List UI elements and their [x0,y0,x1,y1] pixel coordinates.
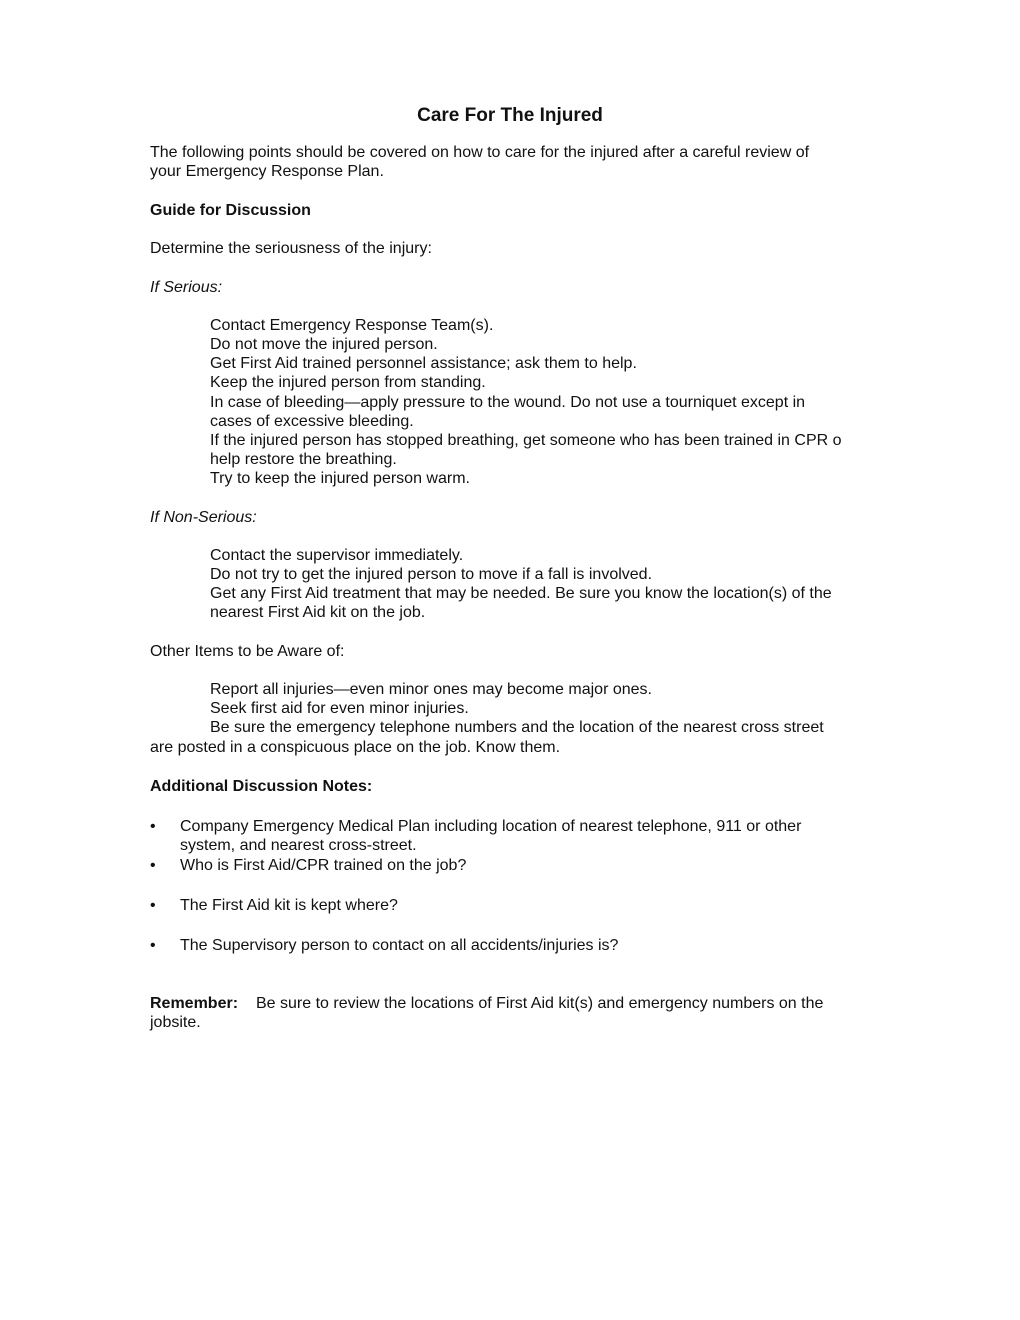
additional-heading: Additional Discussion Notes: [150,778,373,795]
serious-line: Contact Emergency Response Team(s). [210,317,494,334]
non-serious-heading: If Non-Serious: [150,509,257,526]
serious-line: cases of excessive bleeding. [210,413,414,430]
bullet-item: The Supervisory person to contact on all accidents/injuries is? [180,937,619,954]
bullet-icon: • [150,897,156,914]
bullet-icon: • [150,937,156,954]
bullet-icon: • [150,818,156,835]
bullet-item: Company Emergency Medical Plan including location of nearest telephone, 911 or other [180,818,802,835]
serious-line: If the injured person has stopped breathing, get someone who has been trained in CPR o [210,432,842,449]
serious-line: help restore the breathing. [210,451,397,468]
serious-line: Keep the injured person from standing. [210,374,486,391]
page-title: Care For The Injured [417,105,603,126]
other-line: Be sure the emergency telephone numbers and the location of the nearest cross street [210,719,824,736]
guide-heading: Guide for Discussion [150,202,311,219]
non-serious-line: Do not try to get the injured person to move if a fall is involved. [210,566,653,583]
other-line: Seek first aid for even minor injuries. [210,700,469,717]
other-line: are posted in a conspicuous place on the job. Know them. [150,739,561,756]
bullet-icon: • [150,857,156,874]
other-line: Report all injuries—even minor ones may become major ones. [210,681,652,698]
remember-text-continuation: jobsite. [150,1014,201,1031]
intro-line-1: The following points should be covered on how to care for the injured after a careful review of [150,144,810,161]
serious-line: Try to keep the injured person warm. [210,470,470,487]
non-serious-line: Get any First Aid treatment that may be needed. Be sure you know the location(s) of the [210,585,832,602]
bullet-item: Who is First Aid/CPR trained on the job? [180,857,467,874]
serious-line: Get First Aid trained personnel assistance; ask them to help. [210,355,637,372]
non-serious-line: nearest First Aid kit on the job. [210,604,426,621]
serious-heading: If Serious: [150,279,223,296]
intro-line-2: your Emergency Response Plan. [150,163,384,180]
other-heading: Other Items to be Aware of: [150,643,345,660]
serious-line: In case of bleeding—apply pressure to the wound. Do not use a tourniquet except in [210,394,806,411]
remember-label: Remember: [150,995,239,1012]
non-serious-line: Contact the supervisor immediately. [210,547,464,564]
bullet-item-continuation: system, and nearest cross-street. [180,837,417,854]
bullet-item: The First Aid kit is kept where? [180,897,398,914]
serious-line: Do not move the injured person. [210,336,438,353]
determine-text: Determine the seriousness of the injury: [150,240,432,257]
remember-text: Be sure to review the locations of First Aid kit(s) and emergency numbers on the [256,995,824,1012]
